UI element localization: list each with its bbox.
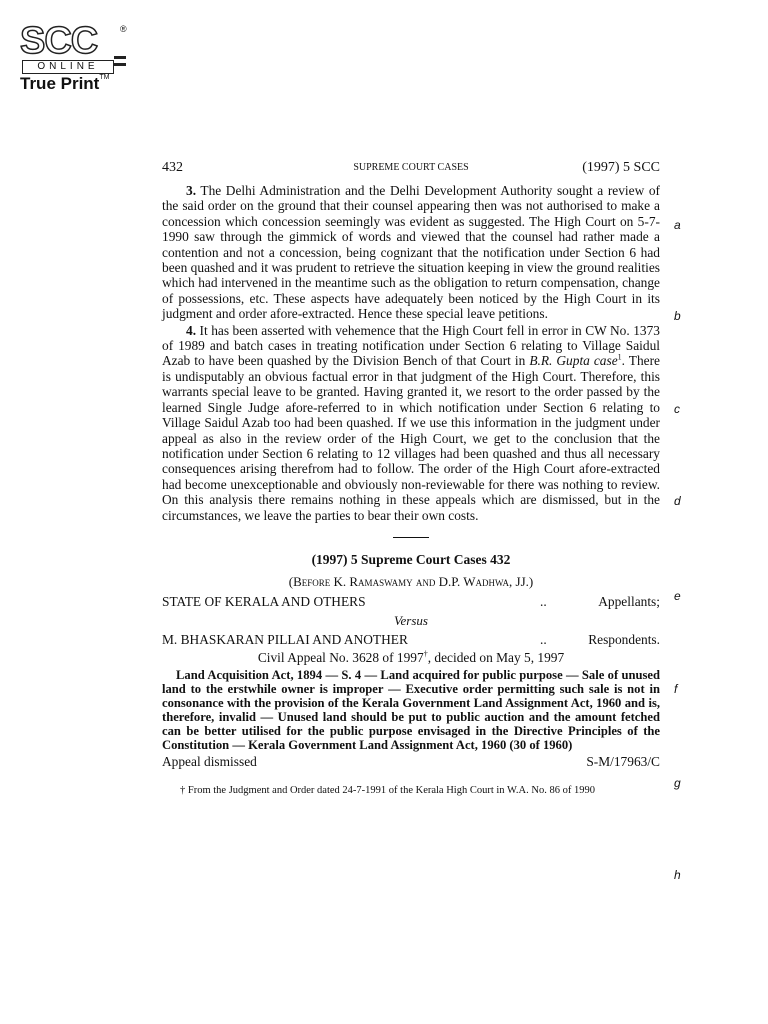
reference-code: S-M/17963/C bbox=[586, 753, 660, 769]
disposition: Appeal dismissed bbox=[162, 753, 257, 769]
logo-tm: TM bbox=[99, 74, 110, 81]
paragraph-number: 3. bbox=[186, 183, 197, 198]
appellant-row bbox=[162, 594, 660, 612]
margin-letter-d: d bbox=[674, 494, 681, 508]
bench: (Before K. Ramaswamy and D.P. Wadhwa, JJ.) bbox=[288, 573, 534, 589]
scc-online-logo bbox=[16, 18, 126, 98]
margin-letter-c: c bbox=[674, 402, 680, 416]
margin-letter-b: b bbox=[674, 309, 681, 323]
header-citation: (1997) 5 SCC bbox=[582, 160, 660, 175]
appellant-name: STATE OF KERALA AND OTHERS bbox=[162, 593, 366, 609]
logo-scc-text: SCC bbox=[20, 20, 98, 62]
margin-letter-g: g bbox=[674, 776, 681, 790]
paragraph-text: The Delhi Administration and the Delhi Development Authority sought a review of the said order on the ground that their counsel appearing then was not authorised to make a concession which concession seemingly was evident as suggested. The High Court on 5-7-1990 saw through the gimmick of words and viewed that the counsel had rather made a contention and not a concession, being cognizant that the notification under Section 6 had been quashed and it was prudent to retrieve the situation keeping in view the ground realities which had intervened in the meantime such as the obligation to return compensation, change of possessions, etc. These aspects have adequately been noticed by the High Court in its judgment and order afore-extracted. Hence these special leave petitions. bbox=[162, 183, 660, 322]
logo-online-text: ONLINE bbox=[22, 60, 114, 74]
civil-appeal-line bbox=[162, 650, 660, 666]
logo-registered-mark: ® bbox=[120, 24, 127, 34]
page-number: 432 bbox=[162, 160, 183, 175]
appellant-role: Appellants; bbox=[598, 593, 660, 609]
disposition-row bbox=[162, 754, 660, 774]
paragraph-text: . There is undisputably an obvious factual error in that judgment of the High Court. Therefore, this warrants special leave to be granted. Having granted it, we resort to the order passed by the learned Single Judge afore-referred to in which notification under Section 6 relating to Village Saidul Azab too had been quashed. If we use this information in the judgment under appeal as also in the review order of the High Court, we get to the conclusion that the notification under Section 6 relating to 12 villages had been quashed and thus all necessary consequences arising therefrom had to follow. The order of the High Court afore-extracted had become unexceptionable and obviously non-reviewable for there was nothing to review. On this analysis there remains nothing in these appeals which are dismissed, but in the circumstances, we leave the parties to bear their own costs. bbox=[162, 353, 660, 523]
paragraph-4 bbox=[162, 323, 660, 523]
page-header bbox=[162, 160, 660, 180]
respondent-name: M. BHASKARAN PILLAI AND ANOTHER bbox=[162, 631, 408, 647]
paragraph-number: 4. bbox=[186, 322, 197, 338]
margin-letter-a: a bbox=[674, 218, 681, 232]
footnote-mark: † bbox=[423, 649, 428, 659]
decided-date: , decided on May 5, 1997 bbox=[427, 649, 565, 665]
margin-letter-e: e bbox=[674, 589, 681, 603]
logo-true-print-text: True Print bbox=[20, 74, 100, 93]
footnote: † From the Judgment and Order dated 24-7-1991 of the Kerala High Court in W.A. No. 86 of 1990 bbox=[180, 784, 595, 796]
section-divider bbox=[393, 537, 429, 538]
margin-letter-h: h bbox=[674, 868, 681, 882]
paragraph-text: It has been asserted with vehemence that the High Court fell in error in CW No. 1373 of 1989 and batch cases in treating notification under Section 6 relating to Village Saidul Azab to have been quashed by the Division Bench of that Court in bbox=[162, 322, 660, 369]
leader-dots: .. bbox=[540, 593, 547, 609]
case-name: B.R. Gupta case bbox=[529, 353, 618, 369]
case-citation: (1997) 5 Supreme Court Cases 432 bbox=[311, 551, 511, 567]
logo-flag-icon bbox=[114, 56, 126, 66]
respondent-row bbox=[162, 632, 660, 650]
respondent-role: Respondents. bbox=[588, 631, 660, 647]
document-page bbox=[162, 160, 660, 797]
paragraph-3 bbox=[162, 183, 660, 322]
logo-true-print bbox=[20, 74, 109, 94]
versus: Versus bbox=[394, 612, 428, 628]
running-title: SUPREME COURT CASES bbox=[353, 162, 469, 173]
leader-dots: .. bbox=[540, 631, 547, 647]
case-footnote-ref: 1 bbox=[617, 353, 622, 362]
headnote: Land Acquisition Act, 1894 — S. 4 — Land acquired for public purpose — Sale of unused land to the erstwhile owner is improper — Executive order permitting such sale is not in consonance with the provision of the Kerala Government Land Assignment Act, 1960 and is, therefore, invalid — Unused land should be put to public auction and the amount fetched can be better utilised for the public purpose envisaged in the Directive Principles of the Constitution — Kerala Government Land Assignment Act, 1960 (30 of 1960) bbox=[162, 667, 660, 753]
civil-appeal-number: Civil Appeal No. 3628 of 1997 bbox=[257, 649, 424, 665]
margin-letter-f: f bbox=[674, 682, 678, 696]
